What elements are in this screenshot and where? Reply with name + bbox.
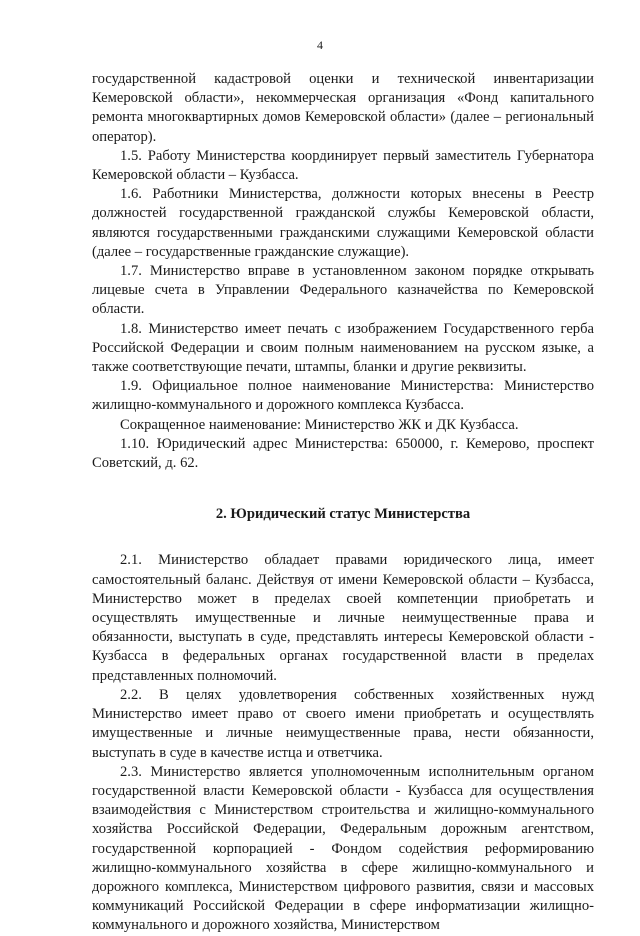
paragraph-p1-5: 1.5. Работу Министерства координирует первый заместитель Губернатора Кемеровской области – Кузбасса.: [92, 147, 594, 184]
paragraph-p1-8: 1.8. Министерство имеет печать с изображением Государственного герба Российской Федерации и своим полным наименованием на русском языке, а также соответствующие печати, штампы, бланки и другие реквизиты.: [92, 320, 594, 376]
paragraphs-bottom: [92, 551, 594, 935]
paragraph-p2-1: 2.1. Министерство обладает правами юридического лица, имеет самостоятельный баланс. Действуя от имени Кемеровской области – Кузбасса, Министерство может в пределах своей компетенции приобретать и осуществлять имущественные и личные неимущественные права и обязанности, выступать в суде, представлять интересы Кемеровской области - Кузбасса в федеральных органах государственной власти в пределах представленных полномочий.: [92, 552, 594, 684]
paragraph-p1-7: 1.7. Министерство вправе в установленном законом порядке открывать лицевые счета в Управлении Федерального казначейства по Кемеровской области.: [92, 263, 594, 318]
section-heading: 2. Юридический статус Министерства: [215, 506, 471, 523]
paragraph-p1-10: 1.10. Юридический адрес Министерства: 650000, г. Кемерово, проспект Советский, д. 62.: [92, 435, 594, 472]
paragraph-p2-3: 2.3. Министерство является уполномоченным исполнительным органом государственной власти Кемеровской области - Кузбасса для осуществления взаимодействия с Министерством строительства и жилищно-коммунального хозяйства Российской Федерации, Федеральным дорожным агентством, государственной корпорацией - Фондом содействия реформированию жилищно-коммунального хозяйства в сфере жилищно-коммунального и дорожного комплекса, Министерством цифрового развития, связи и массовых коммуникаций Российской Федерации в сфере информатизации жилищно-коммунального и дорожного хозяйства, Министерством: [92, 763, 594, 934]
paragraph-cont: государственной кадастровой оценки и технической инвентаризации Кемеровской области», некоммерческая организация «Фонд капитального ремонта многоквартирных домов Кемеровской области» (далее – региональный оператор).: [92, 71, 594, 145]
paragraph-p1-6: 1.6. Работники Министерства, должности которых внесены в Реестр должностей государственной гражданской службы Кемеровской области, являются государственными гражданскими служащими Кемеровской области (далее – государственные гражданские служащие).: [92, 186, 594, 260]
page-number: 4: [317, 38, 323, 52]
paragraph-p1-9b: Сокращенное наименование: Министерство ЖК и ДК Кузбасса.: [120, 416, 519, 433]
paragraph-p2-2: 2.2. В целях удовлетворения собственных хозяйственных нужд Министерство имеет право от своего имени приобретать и осуществлять имущественные и личные неимущественные права, нести обязанности, выступать в суде в качестве истца и ответчика.: [92, 686, 594, 761]
paragraph-p1-9: 1.9. Официальное полное наименование Министерства: Министерство жилищно-коммунального и дорожного комплекса Кузбасса.: [92, 378, 594, 414]
paragraphs-top: [92, 70, 594, 473]
document-body: [92, 70, 594, 936]
